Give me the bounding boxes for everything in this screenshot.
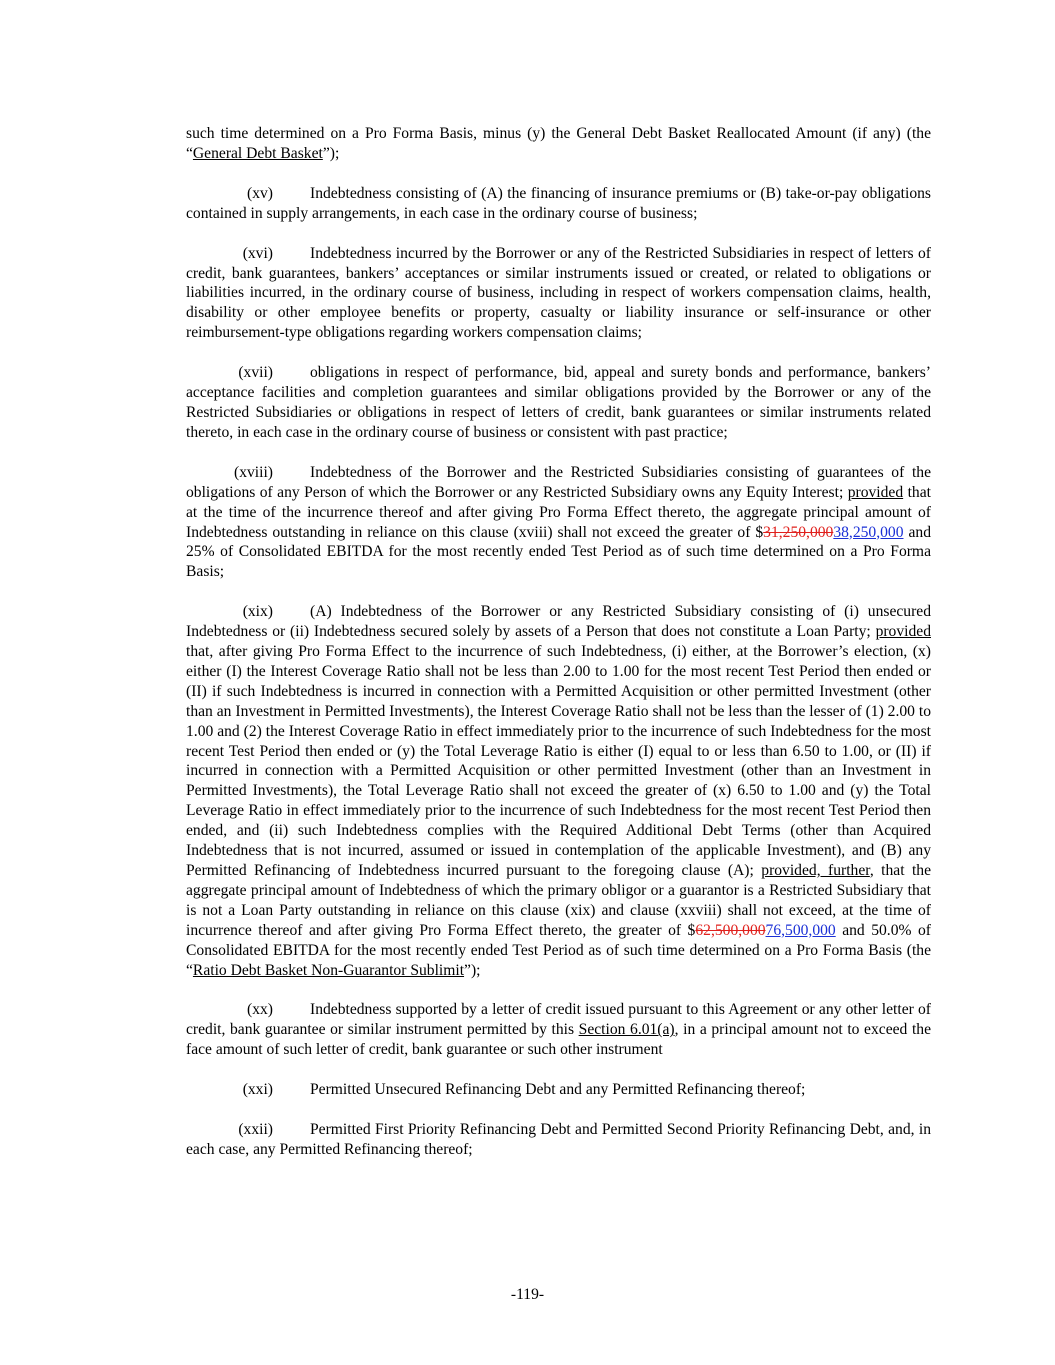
deleted-amount: 31,250,000: [763, 523, 834, 541]
clause-label: (xviii): [234, 463, 273, 481]
clause-xx: (xx) Indebtedness supported by a letter of credit issued pursuant to this Agreement or any other letter of credit, bank guarantee or similar instrument permitted by this Section 6.01(a), in a principal amount not to exceed the face amount of such letter of credit, bank guarantee or such other instrument: [186, 1001, 931, 1059]
deleted-amount: 62,500,000: [695, 921, 766, 939]
defined-term: General Debt Basket: [192, 144, 323, 162]
provided-further-term: provided, further: [761, 862, 870, 879]
clause-xviii: (xviii) Indebtedness of the Borrower and the Restricted Subsidiaries consisting of guarantees of the obligations of any Person of which the Borrower or any Restricted Subsidiary owns any Equity Interest; provided that at the time of the incurrence thereof and after giving Pro Forma Effect thereto, the aggregate principal amount of Indebtedness outstanding in reliance on this clause (xviii) shall not exceed the greater of $31,250,00038,250,000 and 25% of Consolidated EBITDA for the most recently ended Test Period as of such time determined on a Pro Forma Basis;: [186, 463, 931, 581]
provided-term: provided: [847, 483, 904, 501]
clause-label: (xvii): [238, 364, 273, 382]
clause-label: (xxi): [242, 1081, 273, 1099]
clause-label: (xix): [242, 603, 273, 621]
intro-paragraph: such time determined on a Pro Forma Basis, minus (y) the General Debt Basket Reallocated Amount (if any) (the “General Debt Basket”);: [186, 125, 931, 162]
defined-term: Ratio Debt Basket Non-Guarantor Sublimit: [192, 961, 465, 979]
clause-xv: (xv) Indebtedness consisting of (A) the financing of insurance premiums or (B) take-or-pay obligations contained in supply arrangements, in each case in the ordinary course of business;: [186, 184, 931, 222]
inserted-amount: 38,250,000: [833, 523, 904, 541]
clause-label: (xx): [247, 1001, 273, 1019]
inserted-amount: 76,500,000: [765, 921, 836, 939]
clause-xvi: (xvi) Indebtedness incurred by the Borrower or any of the Restricted Subsidiaries in respect of letters of credit, bank guarantees, bankers’ acceptances or similar instruments issued or created, or related to obligations or liabilities incurred, in the ordinary course of business, including in respect of workers compensation claims, health, disability or other employee benefits or property, casualty or liability insurance or self-insurance or other reimbursement-type obligations regarding workers compensation claims;: [186, 244, 931, 342]
document-body: [186, 124, 931, 1180]
section-reference: Section 6.01(a): [578, 1021, 675, 1039]
provided-term: provided: [875, 623, 931, 641]
clause-label: (xxii): [238, 1121, 273, 1139]
clause-xxii: (xxii) Permitted First Priority Refinancing Debt and Permitted Second Priority Refinancing Debt, and, in each case, any Permitted Refinancing thereof;: [186, 1121, 931, 1158]
clause-label: (xvi): [242, 244, 273, 262]
clause-label: (xv): [247, 184, 273, 202]
clause-xix: (xix) (A) Indebtedness of the Borrower or any Restricted Subsidiary consisting of (i) unsecured Indebtedness or (ii) Indebtedness secured solely by assets of a Person that does not constitute a Loan Party; provided that, after giving Pro Forma Effect to the incurrence of such Indebtedness, (i) either, at the Borrower’s election, (x) either (I) the Interest Coverage Ratio shall not be less than 2.00 to 1.00 for the most recent Test Period then ended or (II) if such Indebtedness is incurred in connection with a Permitted Acquisition or other permitted Investment (other than an Investment in Permitted Investments), the Interest Coverage Ratio shall not be less than the lesser of (1) 2.00 to 1.00 and (2) the Interest Coverage Ratio in effect immediately prior to the incurrence of such Indebtedness for the most recent Test Period then ended or (y) the Total Leverage Ratio is either (I) equal to or less than 6.50 to 1.00, or (II) if incurred in connection with a Permitted Acquisition or other permitted Investment (other than an Investment in Permitted Investments), the Total Leverage Ratio shall not exceed the greater of (x) 6.50 to 1.00 and (y) the Total Leverage Ratio in effect immediately prior to the incurrence of such Indebtedness for the most recent Test Period then ended, and (ii) such Indebtedness complies with the Required Additional Debt Terms (other than Acquired Indebtedness that is not incurred, assumed or issued in contemplation of the applicable Investment), and (B) any Permitted Refinancing of Indebtedness incurred pursuant to the foregoing clause (A); provided, further, that the aggregate principal amount of Indebtedness of which the primary obligor or a guarantor is a Restricted Subsidiary that is not a Loan Party outstanding in reliance on this clause (xix) and clause (xxviii) shall not exceed, at the time of incurrence thereof and after giving Pro Forma Effect thereto, the greater of $62,500,00076,500,000 and 50.0% of Consolidated EBITDA for the most recently ended Test Period as of such time determined on a Pro Forma Basis (the “Ratio Debt Basket Non-Guarantor Sublimit”);: [186, 603, 931, 979]
clause-xvii: (xvii) obligations in respect of performance, bid, appeal and surety bonds and performance, bankers’ acceptance facilities and completion guarantees and similar obligations provided by the Borrower or any of the Restricted Subsidiaries or obligations in respect of letters of credit, bank guarantees or similar instruments related thereto, in each case in the ordinary course of business or consistent with past practice;: [186, 364, 931, 441]
clause-xxi: (xxi) Permitted Unsecured Refinancing Debt and any Permitted Refinancing thereof;: [186, 1080, 931, 1100]
page-number: -119-: [510, 1286, 545, 1303]
